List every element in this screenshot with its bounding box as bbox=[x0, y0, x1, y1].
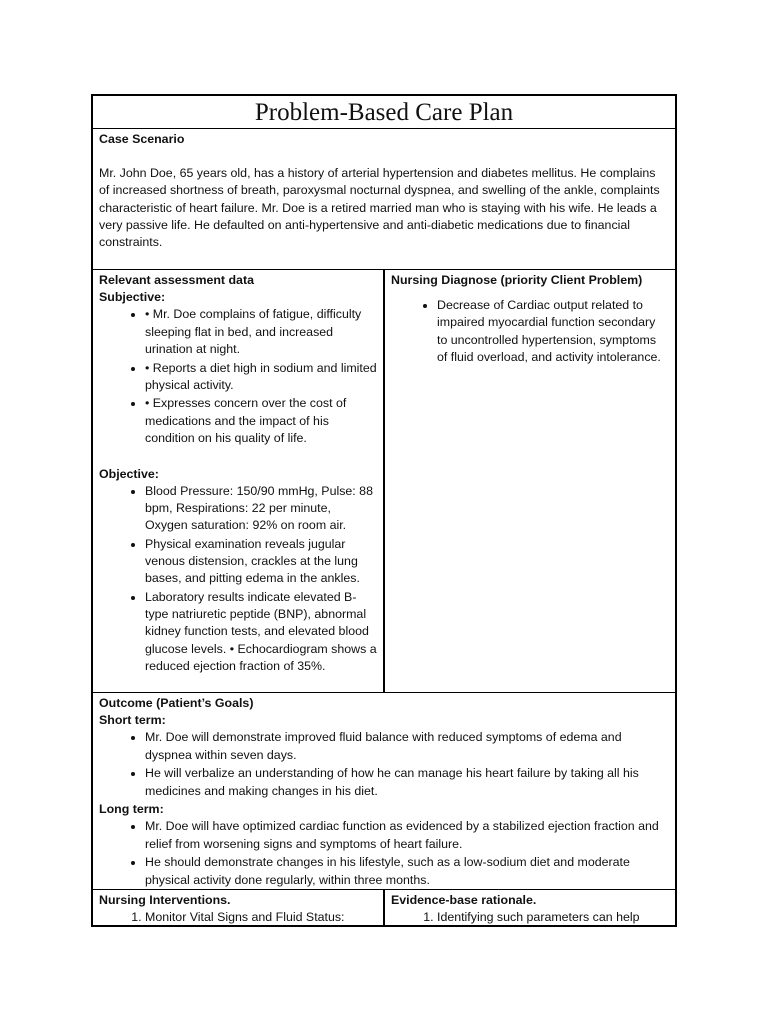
rationale-column bbox=[385, 890, 675, 925]
page-title: Problem-Based Care Plan bbox=[254, 99, 514, 126]
list-item: 1. Identifying such parameters can help bbox=[437, 909, 669, 926]
rationale-list bbox=[391, 909, 669, 926]
list-item: • He will verbalize an understanding of how he can manage his heart failure by taking all his medicines and making changes in his diet. bbox=[145, 765, 669, 799]
list-item: • He should demonstrate changes in his lifestyle, such as a low-sodium diet and moderate physical activity done regularly, within three months. bbox=[145, 854, 669, 888]
assessment-heading: Relevant assessment data bbox=[99, 273, 254, 287]
assessment-diagnosis-section bbox=[93, 270, 675, 693]
list-item: 1. Monitor Vital Signs and Fluid Status: bbox=[145, 909, 377, 926]
diagnosis-heading: Nursing Diagnose (priority Client Problem) bbox=[391, 273, 643, 287]
case-scenario-section bbox=[93, 129, 675, 270]
interventions-list bbox=[99, 909, 377, 926]
care-plan-table bbox=[91, 94, 677, 927]
short-term-list bbox=[99, 729, 669, 799]
objective-label: Objective: bbox=[99, 466, 159, 481]
list-item: • • Mr. Doe complains of fatigue, difficulty sleeping flat in bed, and increased urination at night. bbox=[145, 306, 377, 358]
long-term-list bbox=[99, 818, 669, 888]
title-row bbox=[93, 96, 675, 129]
diagnosis-column bbox=[385, 270, 675, 692]
outcome-heading: Outcome (Patient’s Goals) bbox=[99, 696, 254, 710]
long-term-label: Long term: bbox=[99, 802, 164, 817]
case-scenario-heading: Case Scenario bbox=[99, 132, 185, 146]
assessment-column bbox=[93, 270, 385, 692]
short-term-label: Short term: bbox=[99, 713, 166, 728]
list-item: • Mr. Doe will have optimized cardiac function as evidenced by a stabilized ejection fraction and relief from worsening signs and symptoms of heart failure. bbox=[145, 818, 669, 852]
subjective-list bbox=[99, 306, 377, 447]
case-scenario-text: Mr. John Doe, 65 years old, has a history of arterial hypertension and diabetes mellitus. He complains of increased shortness of breath, paroxysmal nocturnal dyspnea, and swelling of the ankle, complaints characteristic of heart failure. Mr. Doe is a retired married man who is staying with his wife. He leads a very passive life. He defaulted on anti-hypertensive and anti-diabetic medications due to financial constraints. bbox=[99, 166, 660, 250]
outcome-section bbox=[93, 693, 675, 890]
diagnosis-list bbox=[391, 297, 669, 366]
list-item: • Mr. Doe will demonstrate improved fluid balance with reduced symptoms of edema and dyspnea within seven days. bbox=[145, 729, 669, 763]
rationale-heading: Evidence-base rationale. bbox=[391, 893, 537, 907]
list-item: • Blood Pressure: 150/90 mmHg, Pulse: 88 bpm, Respirations: 22 per minute, Oxygen saturation: 92% on room air. bbox=[145, 483, 377, 535]
subjective-label: Subjective: bbox=[99, 290, 166, 305]
interventions-section bbox=[93, 890, 675, 925]
list-item: • • Reports a diet high in sodium and limited physical activity. bbox=[145, 360, 377, 394]
interventions-column bbox=[93, 890, 385, 925]
list-item: • Decrease of Cardiac output related to impaired myocardial function secondary to uncontrolled hypertension, symptoms of fluid overload, and activity intolerance. bbox=[437, 297, 669, 366]
objective-list bbox=[99, 483, 377, 675]
list-item: • Physical examination reveals jugular venous distension, crackles at the lung bases, and pitting edema in the ankles. bbox=[145, 536, 377, 588]
interventions-heading: Nursing Interventions. bbox=[99, 893, 231, 907]
list-item: • Laboratory results indicate elevated B-type natriuretic peptide (BNP), abnormal kidney function tests, and elevated blood glucose levels. • Echocardiogram shows a reduced ejection fraction of 35%. bbox=[145, 589, 377, 675]
list-item: • • Expresses concern over the cost of medications and the impact of his condition on his quality of life. bbox=[145, 395, 377, 447]
